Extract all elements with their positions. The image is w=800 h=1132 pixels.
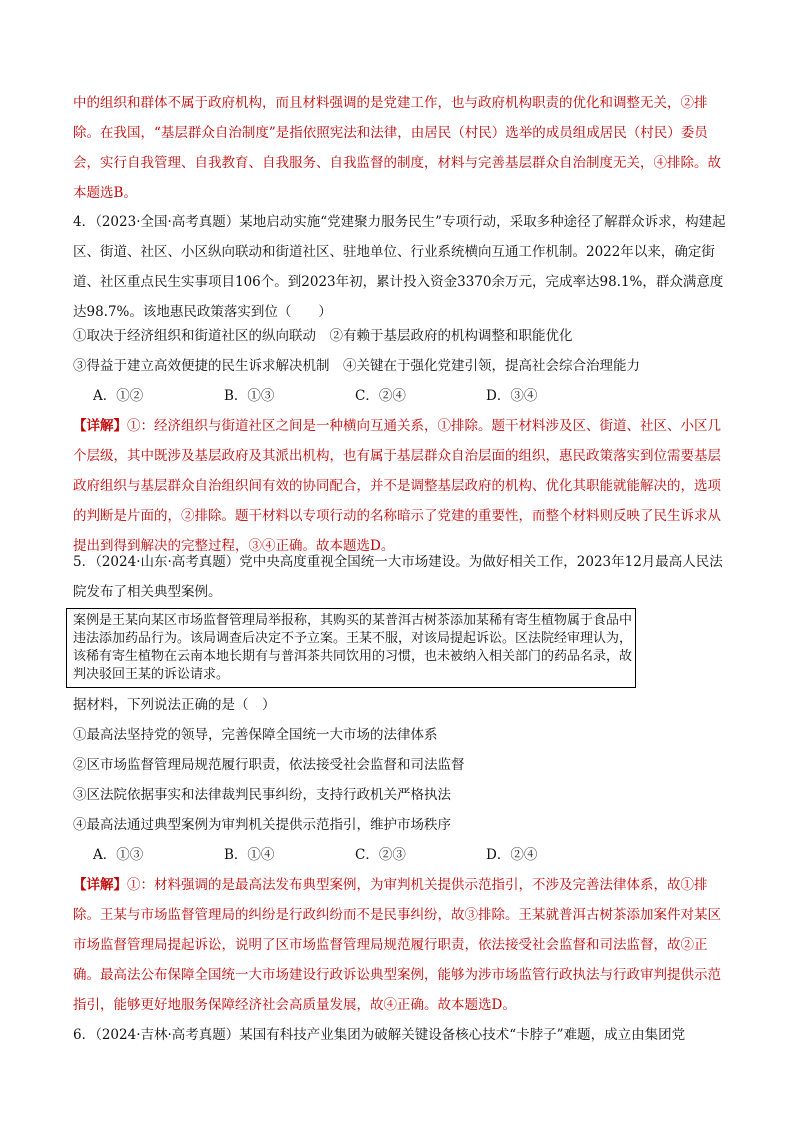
question-6-stem: 6．（2024·吉林·高考真题）某国有科技产业集团为破解关键设备核心技术“卡脖子”难题，成立由集团党 <box>73 1027 686 1043</box>
question-4-stem: 4．（2023·全国·高考真题）某地启动实施“党建聚力服务民生”专项行动，采取多种途径了解群众诉求，构建起区、街道、社区、小区纵向联动和街道社区、驻地单位、行业系统横向互通工作机制。2022年以来，确定街道、社区重点民生实事项目106个。到2023年初，累计投入资金3370余万元，完成率达98.1%，群众满意度达98.7%。该地惠民政策落实到位（ ） <box>73 214 726 320</box>
explanation-tag: 【详解】 <box>73 877 127 893</box>
question-5-statement-1: ①最高法坚持党的领导，完善保障全国统一大市场的法律体系 <box>73 727 438 743</box>
option-a[interactable]: A．①② <box>93 388 144 404</box>
question-5-statement-3: ③区法院依据事实和法律裁判民事纠纷，支持行政机关严格执法 <box>73 787 451 803</box>
option-d[interactable]: D．②④ <box>486 847 538 863</box>
question-4-statements-2: ③得益于建立高效便捷的民生诉求解决机制 ④关键在于强化党建引领，提高社会综合治理能力 <box>73 358 640 374</box>
option-a[interactable]: A．①③ <box>93 847 144 863</box>
question-5-statement-2: ②区市场监督管理局规范履行职责，依法接受社会监督和司法监督 <box>73 757 465 773</box>
question-5-explanation <box>73 870 733 1020</box>
option-d[interactable]: D．③④ <box>486 388 538 404</box>
question-4-statements-1: ①取决于经济组织和街道社区的纵向联动 ②有赖于基层政府的机构调整和职能优化 <box>73 328 573 344</box>
option-c[interactable]: C．②④ <box>355 388 406 404</box>
option-b[interactable]: B．①④ <box>224 847 275 863</box>
explanation-text: ①：经济组织与街道社区之间是一种横向互通关系，①排除。题干材料涉及区、街道、社区、小区几个层级，其中既涉及基层政府及其派出机构，也有属于基层群众自治层面的组织，惠民政策落实到位需要基层政府组织与基层群众自治组织间有效的协同配合，并不是调整基层政府的机构、优化其职能就能解决的，选项的判断是片面的，②排除。题干材料以专项行动的名称暗示了党建的重要性，而整个材料则反映了民生诉求从提出到得到解决的完整过程，③④正确。故本题选D。 <box>73 418 721 554</box>
question-5-prompt: 据材料，下列说法正确的是（ ） <box>73 697 276 713</box>
question-5-statement-4: ④最高法通过典型案例为审判机关提供示范指引，维护市场秩序 <box>73 817 451 833</box>
question-5-stem: 5．（2024·山东·高考真题）党中央高度重视全国统一大市场建设。为做好相关工作，2023年12月最高人民法院发布了相关典型案例。 <box>73 554 723 600</box>
previous-answer-explanation: 中的组织和群体不属于政府机构，而且材料强调的是党建工作，也与政府机构职责的优化和调整无关，②排除。在我国，“基层群众自治制度”是指依照宪法和法律，由居民（村民）选举的成员组成居民（村民）委员会，实行自我管理、自我教育、自我服务、自我监督的制度，材料与完善基层群众自治制度无关，④排除。故本题选B。 <box>73 95 721 201</box>
case-text: 案例是王某向某区市场监督管理局举报称，其购买的某普洱古树茶添加某稀有寄生植物属于食品中违法添加药品行为。该局调查后决定不予立案。王某不服，对该局提起诉讼。区法院经审理认为，该稀有寄生植物在云南本地长期有与普洱茶共同饮用的习惯，也未被纳入相关部门的药品名录，故判决驳回王某的诉讼请求。 <box>73 613 633 682</box>
question-4-options <box>93 381 617 411</box>
explanation-text: ①：材料强调的是最高法发布典型案例，为审判机关提供示范指引，不涉及完善法律体系，故①排除。王某与市场监督管理局的纠纷是行政纠纷而不是民事纠纷，故③排除。王某就普洱古树茶添加案件对某区市场监督管理局提起诉讼，说明了区市场监督管理局规范履行职责，依法接受社会监督和司法监督，故②正确。最高法公布保障全国统一大市场建设行政诉讼典型案例，能够为涉市场监管行政执法与行政审判提供示范指引，能够更好地服务保障经济社会高质量发展，故④正确。故本题选D。 <box>73 877 721 1013</box>
explanation-tag: 【详解】 <box>73 418 127 434</box>
question-5-options <box>93 840 617 870</box>
question-4-explanation <box>73 411 733 561</box>
option-c[interactable]: C．②③ <box>355 847 406 863</box>
option-b[interactable]: B．①③ <box>224 388 275 404</box>
